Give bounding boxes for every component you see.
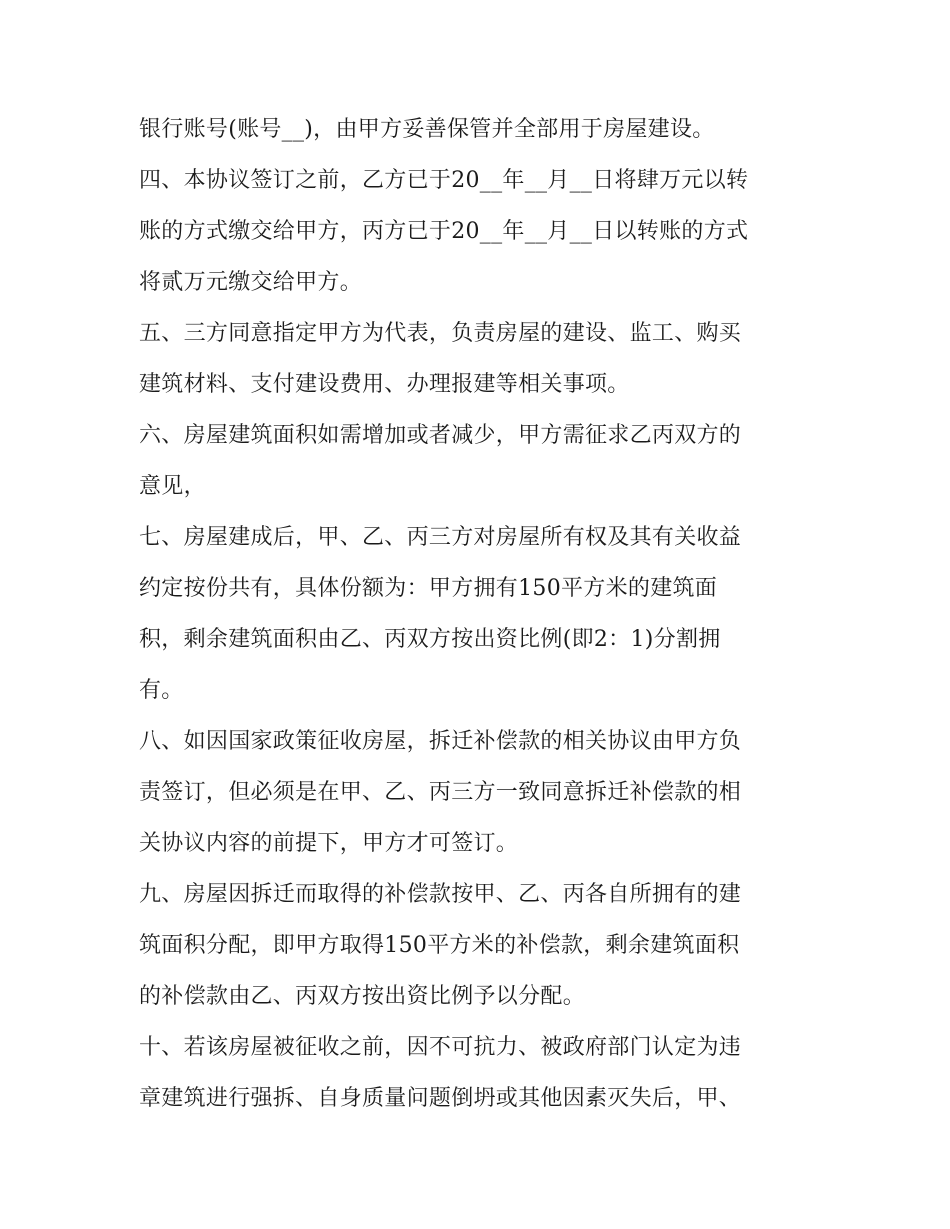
text-line: 筑面积分配，即甲方取得150平方米的补偿款，剩余建筑面积 <box>139 933 740 958</box>
text-line: 约定按份共有，具体份额为：甲方拥有150平方米的建筑面 <box>139 576 718 601</box>
text-line: 九、房屋因拆迁而取得的补偿款按甲、乙、丙各自所拥有的建 <box>139 882 742 907</box>
text-line: 五、三方同意指定甲方为代表，负责房屋的建设、监工、购买 <box>139 321 742 346</box>
text-line: 的补偿款由乙、丙双方按出资比例予以分配。 <box>139 984 586 1009</box>
text-line: 八、如因国家政策征收房屋，拆迁补偿款的相关协议由甲方负 <box>139 729 742 754</box>
text-line: 责签订，但必须是在甲、乙、丙三方一致同意拆迁补偿款的相 <box>139 780 742 805</box>
text-line: 建筑材料、支付建设费用、办理报建等相关事项。 <box>139 372 630 397</box>
text-line: 账的方式缴交给甲方，丙方已于20__年__月__日以转账的方式 <box>139 219 749 244</box>
text-line: 积，剩余建筑面积由乙、丙双方按出资比例(即2：1)分割拥 <box>139 627 721 652</box>
text-line: 七、房屋建成后，甲、乙、丙三方对房屋所有权及其有关收益 <box>139 525 742 550</box>
text-line: 银行账号(账号__)，由甲方妥善保管并全部用于房屋建设。 <box>139 117 715 142</box>
text-line: 四、本协议签订之前，乙方已于20__年__月__日将肆万元以转 <box>139 168 749 193</box>
text-line: 将贰万元缴交给甲方。 <box>139 270 363 295</box>
text-line: 章建筑进行强拆、自身质量问题倒坍或其他因素灭失后，甲、 <box>139 1086 742 1111</box>
text-line: 有。 <box>139 678 184 703</box>
text-line: 关协议内容的前提下，甲方才可签订。 <box>139 831 519 856</box>
text-line: 意见， <box>139 474 206 499</box>
text-line: 十、若该房屋被征收之前，因不可抗力、被政府部门认定为违 <box>139 1035 742 1060</box>
text-line: 六、房屋建筑面积如需增加或者减少，甲方需征求乙丙双方的 <box>139 423 742 448</box>
